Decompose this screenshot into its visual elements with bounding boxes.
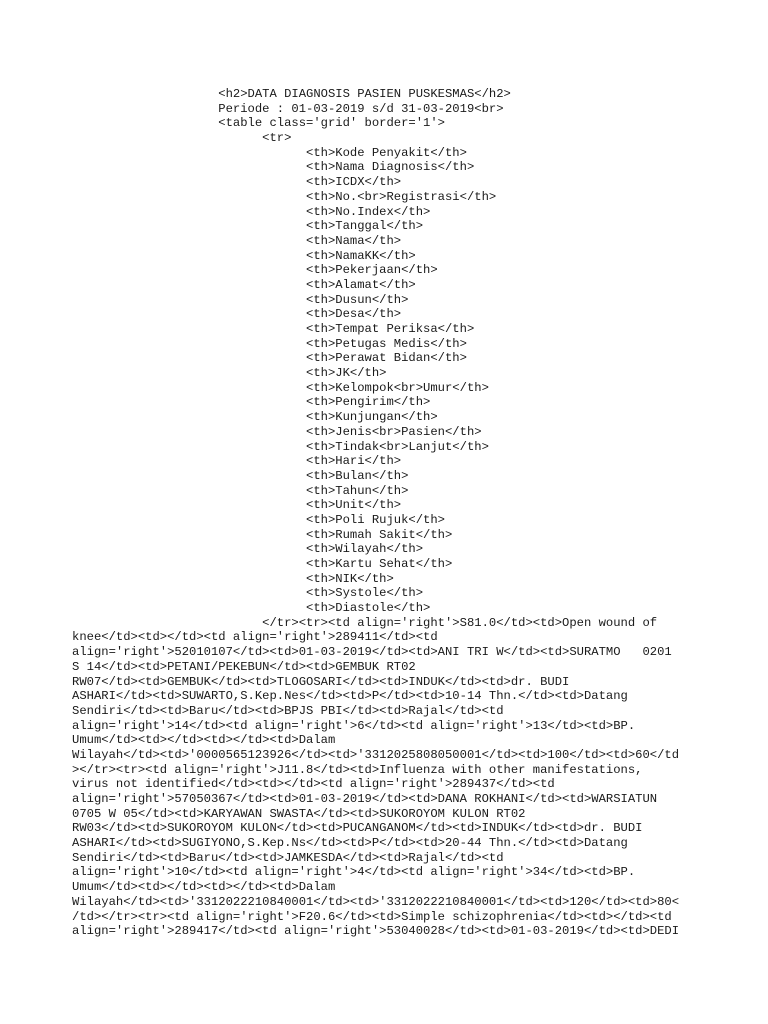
source-line: <th>Diastole</th> <box>72 601 431 616</box>
source-line: <th>Tempat Periksa</th> <box>72 322 475 336</box>
source-line: <th>Perawat Bidan</th> <box>72 351 467 366</box>
source-line: <th>Nama Diagnosis</th> <box>72 160 475 175</box>
source-line: <th>Desa</th> <box>72 307 402 322</box>
source-line: ></tr><tr><td align='right'>J11.8</td><td>Influenza with other manifestations, <box>72 762 643 777</box>
source-line: <th>Pengirim</th> <box>72 395 431 410</box>
source-line: <th>Pekerjaan</th> <box>72 263 438 278</box>
source-line: <h2>DATA DIAGNOSIS PASIEN PUSKESMAS</h2> <box>72 87 511 101</box>
source-line: <th>Tindak<br>Lanjut</th> <box>72 439 489 454</box>
source-line: <tr> <box>72 131 292 146</box>
source-line: align='right'>52010107</td><td>01-03-2019</td><td>ANI TRI W</td><td>SURATMO 0201 <box>72 645 672 660</box>
source-line: Sendiri</td><td>Baru</td><td>JAMKESDA</td><td>Rajal</td><td <box>72 850 504 865</box>
source-line: <th>Kartu Sehat</th> <box>72 557 453 571</box>
source-line: <th>Dusun</th> <box>72 292 409 307</box>
source-line: <table class='grid' border='1'> <box>72 116 445 131</box>
source-line: Periode : 01-03-2019 s/d 31-03-2019<br> <box>72 101 504 116</box>
source-line: <th>NamaKK</th> <box>72 248 416 263</box>
source-line: align='right'>57050367</td><td>01-03-2019</td><td>DANA ROKHANI</td><td>WARSIATUN <box>72 792 658 806</box>
source-line: <th>Hari</th> <box>72 454 402 469</box>
source-line: </tr><tr><td align='right'>S81.0</td><td>Open wound of <box>72 615 658 630</box>
source-line: RW03</td><td>SUKOROYOM KULON</td><td>PUCANGANOM</td><td>INDUK</td><td>dr. BUDI <box>72 821 643 836</box>
source-line: <th>No.<br>Registrasi</th> <box>72 189 497 204</box>
source-line: <th>Wilayah</th> <box>72 542 424 557</box>
source-line: <th>Tahun</th> <box>72 483 409 498</box>
source-line: <th>Nama</th> <box>72 233 402 248</box>
source-line: S 14</td><td>PETANI/PEKEBUN</td><td>GEMBUK RT02 <box>72 659 416 674</box>
source-line: ASHARI</td><td>SUWARTO,S.Kep.Nes</td><td>P</td><td>10-14 Thn.</td><td>Datang <box>72 689 628 704</box>
source-line: <th>Jenis<br>Pasien</th> <box>72 424 482 439</box>
source-line: <th>Tanggal</th> <box>72 219 424 234</box>
source-line: <th>Rumah Sakit</th> <box>72 527 453 542</box>
source-line: align='right'>289417</td><td align='right'>53040028</td><td>01-03-2019</td><td>DEDI <box>72 924 680 939</box>
source-line: virus not identified</td><td></td><td align='right'>289437</td><td <box>72 777 555 792</box>
source-line: Umum</td><td></td><td></td><td>Dalam <box>72 880 336 895</box>
source-line: Umum</td><td></td><td></td><td>Dalam <box>72 733 336 748</box>
source-line: align='right'>14</td><td align='right'>6</td><td align='right'>13</td><td>BP. <box>72 718 636 733</box>
source-line: align='right'>10</td><td align='right'>4</td><td align='right'>34</td><td>BP. <box>72 865 636 880</box>
source-line: RW07</td><td>GEMBUK</td><td>TLOGOSARI</td><td>INDUK</td><td>dr. BUDI <box>72 674 570 689</box>
source-line: <th>Systole</th> <box>72 586 424 601</box>
html-source-text <box>72 87 702 939</box>
source-line: 0705 W 05</td><td>KARYAWAN SWASTA</td><td>SUKOROYOM KULON RT02 <box>72 806 526 821</box>
source-line: /td></tr><tr><td align='right'>F20.6</td><td>Simple schizophrenia</td><td></td><td <box>72 909 672 924</box>
source-line: <th>Bulan</th> <box>72 468 409 483</box>
source-line: <th>NIK</th> <box>72 571 394 586</box>
source-line: <th>JK</th> <box>72 366 387 381</box>
source-line: Wilayah</td><td>'0000565123926</td><td>'3312025808050001</td><td>100</td><td>60</td <box>72 747 680 762</box>
source-line: <th>ICDX</th> <box>72 175 402 190</box>
source-line: <th>Kelompok<br>Umur</th> <box>72 380 489 395</box>
source-line: ASHARI</td><td>SUGIYONO,S.Kep.Ns</td><td>P</td><td>20-44 Thn.</td><td>Datang <box>72 836 628 851</box>
source-line: <th>Petugas Medis</th> <box>72 336 467 351</box>
source-line: <th>Alamat</th> <box>72 277 416 292</box>
source-line: <th>Unit</th> <box>72 498 402 513</box>
source-line: <th>No.Index</th> <box>72 204 431 219</box>
source-line: <th>Kunjungan</th> <box>72 410 438 425</box>
source-line: knee</td><td></td><td align='right'>289411</td><td <box>72 630 438 645</box>
source-line: <th>Kode Penyakit</th> <box>72 145 467 160</box>
source-line: Wilayah</td><td>'3312022210840001</td><td>'3312022210840001</td><td>120</td><td>80< <box>72 894 680 909</box>
source-line: <th>Poli Rujuk</th> <box>72 512 445 527</box>
source-line: Sendiri</td><td>Baru</td><td>BPJS PBI</td><td>Rajal</td><td <box>72 703 504 718</box>
